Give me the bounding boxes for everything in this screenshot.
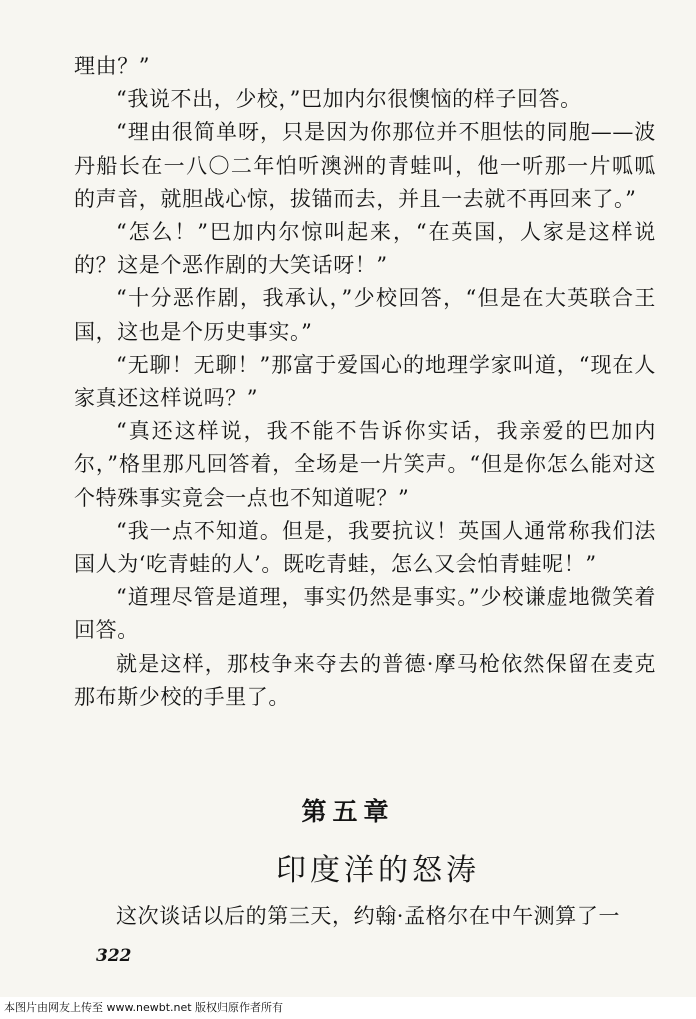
paragraph: “无聊！无聊！”那富于爱国心的地理学家叫道，“现在人家真还这样说吗？” — [74, 352, 656, 411]
paragraph: “我一点不知道。但是，我要抗议！英国人通常称我们法国人为‘吃青蛙的人’。既吃青蛙，怎么又会怕青蛙呢！” — [74, 518, 656, 577]
paragraph: “十分恶作剧，我承认，”少校回答，“但是在大英联合王国，这也是个历史事实。” — [74, 286, 656, 344]
paragraph: “真还这样说，我不能不告诉你实话，我亲爱的巴加内尔，”格里那凡回答着，全场是一片笑声。“但是你怎么能对这个特殊事实竟会一点也不知道呢？” — [74, 419, 656, 510]
paragraph: “我说不出，少校，”巴加内尔很懊恼的样子回答。 — [116, 87, 582, 112]
paragraph: 理由？” — [74, 54, 151, 78]
paragraph: “理由很简单呀，只是因为你那位并不胆怯的同胞——波丹船长在一八〇二年怕听澳洲的青蛙叫，他一听那一片呱呱的声音，就胆战心惊，拔锚而去，并且一去就不再回来了。” — [74, 120, 656, 211]
chapter-body-text — [74, 900, 656, 933]
chapter-number: 第五章 — [301, 797, 395, 826]
body-text — [74, 50, 656, 714]
paragraph: “道理尽管是道理，事实仍然是事实。”少校谦虚地微笑着回答。 — [74, 585, 656, 643]
page-number: 322 — [96, 946, 132, 966]
paragraph: 这次谈话以后的第三天，约翰·孟格尔在中午测算了一 — [116, 904, 621, 928]
watermark-footer: 本图片由网友上传至 www.newbt.net 版权归原作者所有 — [0, 997, 696, 1019]
paragraph: 就是这样，那枝争来夺去的普德·摩马枪依然保留在麦克那布斯少校的手里了。 — [74, 651, 656, 709]
chapter-title: 印度洋的怒涛 — [276, 853, 480, 888]
paragraph: “怎么！”巴加内尔惊叫起来，“在英国，人家是这样说的？这是个恶作剧的大笑话呀！” — [74, 220, 656, 278]
